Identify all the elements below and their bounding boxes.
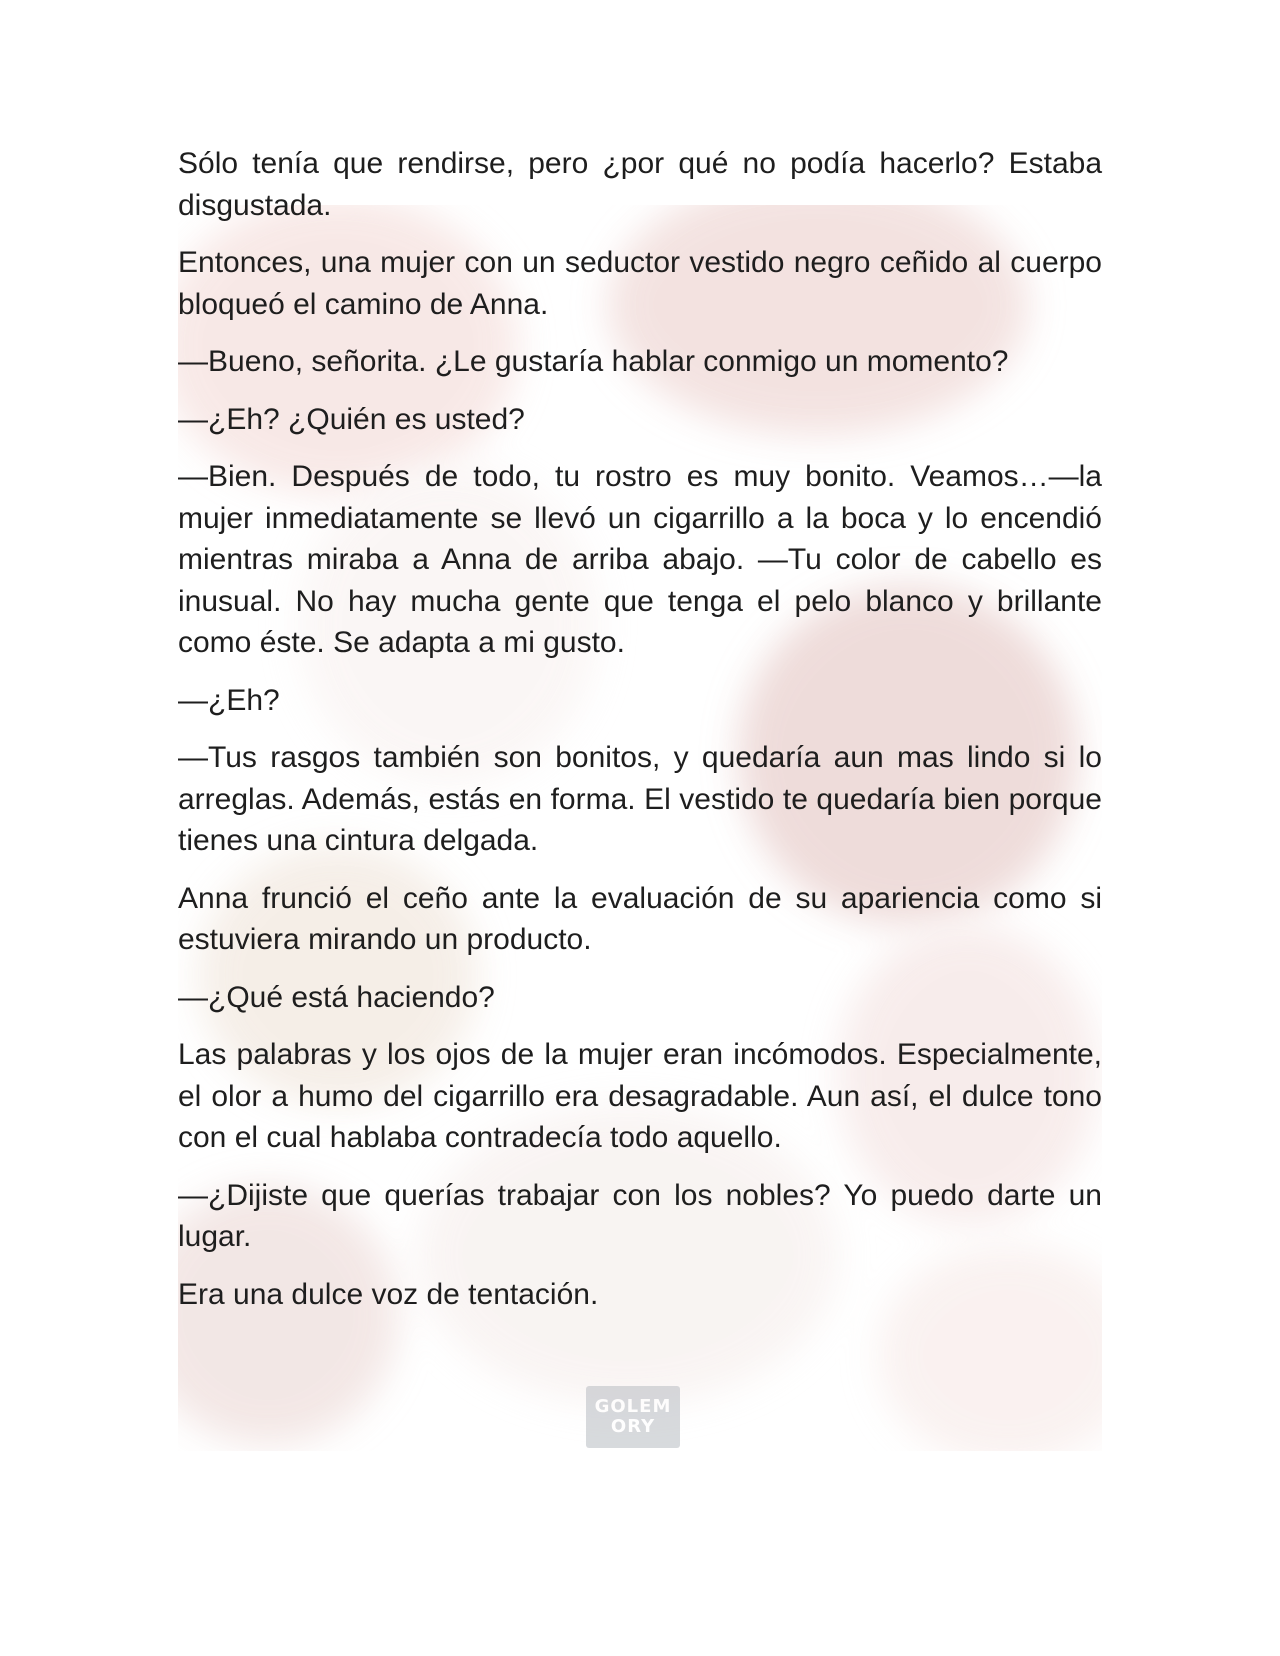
paragraph: —¿Dijiste que querías trabajar con los nobles? Yo puedo darte un lugar.	[178, 1178, 1102, 1253]
paragraph: Era una dulce voz de tentación.	[178, 1277, 599, 1311]
paragraph: Anna frunció el ceño ante la evaluación de su apariencia como si estuviera mirando un producto.	[178, 881, 1102, 956]
paragraph: —¿Eh?	[178, 683, 280, 717]
paragraph: —Bien. Después de todo, tu rostro es muy bonito. Veamos…—la mujer inmediatamente se llevó un cigarrillo a la boca y lo encendió mientras miraba a Anna de arriba abajo. —Tu color de cabello es inusual. No hay mucha gente que tenga el pelo blanco y brillante como éste. Se adapta a mi gusto.	[178, 460, 1102, 659]
paragraph: Sólo tenía que rendirse, pero ¿por qué no podía hacerlo? Estaba disgustada.	[178, 147, 1102, 222]
watermark-line-2: ORY	[610, 1416, 656, 1437]
paragraph: Las palabras y los ojos de la mujer eran incómodos. Especialmente, el olor a humo del cigarrillo era desagradable. Aun así, el dulce tono con el cual hablaba contradecía todo aquello.	[178, 1038, 1102, 1154]
paragraph: —¿Eh? ¿Quién es usted?	[178, 402, 525, 436]
watermark-line-1: GOLEM	[594, 1396, 672, 1417]
paragraph: —Bueno, señorita. ¿Le gustaría hablar conmigo un momento?	[178, 345, 1009, 378]
paragraph: Entonces, una mujer con un seductor vestido negro ceñido al cuerpo bloqueó el camino de Anna.	[178, 246, 1102, 321]
body-text	[178, 143, 1102, 1331]
watermark-logo	[586, 1386, 680, 1448]
paragraph: —Tus rasgos también son bonitos, y quedaría aun mas lindo si lo arreglas. Además, estás en forma. El vestido te quedaría bien porque tienes una cintura delgada.	[178, 741, 1102, 857]
paragraph: —¿Qué está haciendo?	[178, 980, 495, 1014]
